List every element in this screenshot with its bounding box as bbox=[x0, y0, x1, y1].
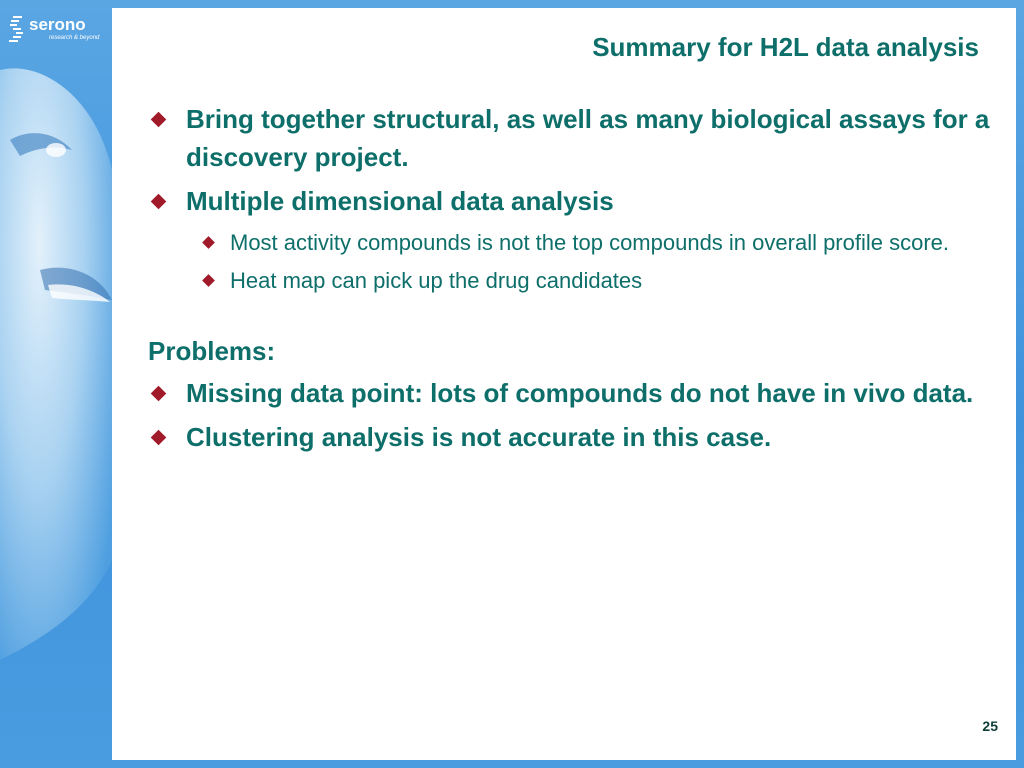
sub-bullet-text: Most activity compounds is not the top compounds in overall profile score. bbox=[230, 230, 950, 255]
problem-item bbox=[148, 374, 998, 412]
baby-photo bbox=[0, 0, 112, 768]
diamond-bullet-icon bbox=[151, 386, 167, 402]
problem-item bbox=[148, 418, 998, 456]
diamond-bullet-icon bbox=[151, 194, 167, 210]
slide-body bbox=[148, 100, 998, 462]
sub-bullet-text: Heat map can pick up the drug candidates bbox=[230, 268, 643, 293]
serono-logo bbox=[8, 14, 108, 46]
problem-text: Clustering analysis is not accurate in this case. bbox=[186, 422, 772, 452]
problem-text: Missing data point: lots of compounds do not have in vivo data. bbox=[186, 378, 974, 408]
diamond-bullet-icon bbox=[202, 236, 215, 249]
bullet-text: Multiple dimensional data analysis bbox=[186, 186, 614, 216]
diamond-bullet-icon bbox=[151, 112, 167, 128]
diamond-bullet-icon bbox=[151, 430, 167, 446]
bullet-item bbox=[148, 182, 998, 220]
sub-bullet-item bbox=[148, 226, 998, 260]
logo-wordmark: serono bbox=[29, 15, 86, 34]
page-number: 25 bbox=[982, 718, 998, 734]
problems-heading: Problems: bbox=[148, 336, 276, 366]
logo-tagline: research & beyond bbox=[49, 35, 100, 41]
diamond-bullet-icon bbox=[202, 274, 215, 287]
serono-logo-icon bbox=[8, 16, 26, 42]
slide-title: Summary for H2L data analysis bbox=[592, 32, 979, 62]
bullet-text: Bring together structural, as well as many biological assays for a discovery project. bbox=[186, 104, 990, 172]
sub-bullet-item bbox=[148, 264, 998, 298]
bullet-item bbox=[148, 100, 998, 176]
